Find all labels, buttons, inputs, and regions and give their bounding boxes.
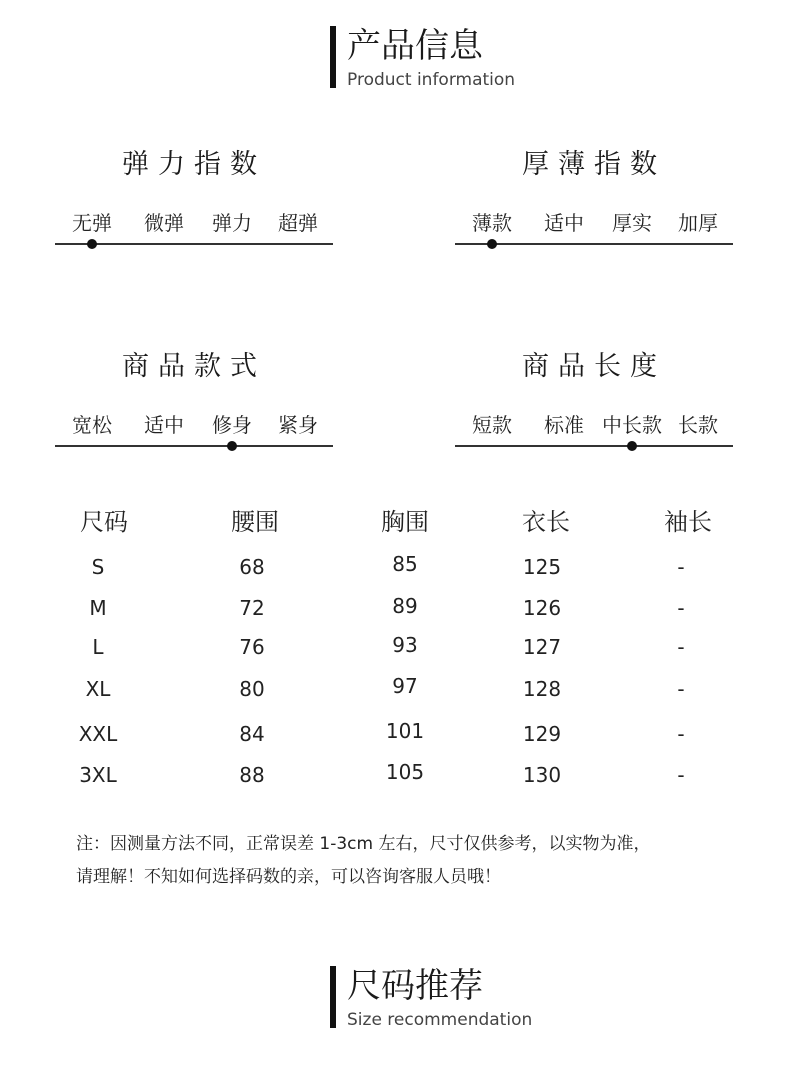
cell-size: M [89,596,107,620]
thickness-option: 适中 [544,211,584,235]
style-option: 修身 [212,413,252,437]
length-option: 长款 [678,413,718,437]
elasticity-option: 微弹 [144,211,184,235]
style-option: 紧身 [278,413,318,437]
cell-length: 129 [522,722,562,746]
measurement-note [76,828,756,894]
table-row [60,593,760,621]
header-chest: 胸围 [381,508,429,536]
cell-chest: 89 [392,594,418,618]
cell-chest: 101 [385,719,425,743]
thickness-marker [487,239,497,249]
length-scale [455,349,733,449]
cell-size: XL [85,677,111,701]
table-row [60,719,760,747]
style-line [55,445,333,447]
length-line [455,445,733,447]
header-sleeve: 袖长 [664,508,712,536]
size-recommend-subtitle: Size recommendation [347,1010,533,1030]
table-row [60,632,760,660]
thickness-option: 薄款 [472,211,512,235]
header-size: 尺码 [80,508,128,536]
thickness-option: 加厚 [678,211,718,235]
cell-waist: 76 [239,635,265,659]
cell-sleeve: - [677,677,685,701]
length-option: 中长款 [602,413,662,437]
elasticity-title: 弹力指数 [122,149,266,180]
header-bar [330,966,336,1028]
length-option: 标准 [544,413,584,437]
cell-chest: 85 [392,552,418,576]
cell-waist: 68 [239,555,265,579]
cell-size: L [92,635,104,659]
cell-sleeve: - [677,763,685,787]
cell-sleeve: - [677,635,685,659]
style-option: 适中 [144,413,184,437]
table-row [60,760,760,788]
table-row [60,674,760,702]
style-marker [227,441,237,451]
cell-length: 128 [522,677,562,701]
style-scale [55,349,333,449]
length-title: 商品长度 [522,351,666,382]
table-header [60,505,760,545]
product-info-title: 产品信息 [347,26,483,66]
header-length: 衣长 [522,508,570,536]
cell-size: XXL [78,722,118,746]
cell-waist: 72 [239,596,265,620]
thickness-scale [455,147,733,247]
elasticity-scale [55,147,333,247]
cell-waist: 88 [239,763,265,787]
note-line-1: 注：因测量方法不同，正常误差 1-3cm 左右，尺寸仅供参考，以实物为准， [76,834,651,854]
cell-length: 130 [522,763,562,787]
elasticity-option: 弹力 [212,211,252,235]
size-table [60,505,760,787]
cell-chest: 105 [385,760,425,784]
length-marker [627,441,637,451]
cell-sleeve: - [677,555,685,579]
cell-length: 127 [522,635,562,659]
style-option: 宽松 [72,413,112,437]
cell-length: 126 [522,596,562,620]
cell-waist: 80 [239,677,265,701]
length-option: 短款 [472,413,512,437]
cell-waist: 84 [239,722,265,746]
style-title: 商品款式 [122,351,266,382]
elasticity-option: 无弹 [72,211,112,235]
table-row [60,552,760,580]
size-recommend-title: 尺码推荐 [347,966,483,1006]
cell-length: 125 [522,555,562,579]
thickness-option: 厚实 [612,211,652,235]
product-info-subtitle: Product information [347,70,516,90]
cell-sleeve: - [677,722,685,746]
elasticity-marker [87,239,97,249]
header-waist: 腰围 [231,508,279,536]
cell-chest: 93 [392,633,418,657]
cell-size: 3XL [79,763,117,787]
note-line-2: 请理解！不知如何选择码数的亲，可以咨询客服人员哦！ [76,867,501,887]
elasticity-option: 超弹 [278,211,318,235]
thickness-title: 厚薄指数 [522,149,666,180]
header-bar [330,26,336,88]
cell-size: S [91,555,105,579]
cell-sleeve: - [677,596,685,620]
cell-chest: 97 [392,674,418,698]
